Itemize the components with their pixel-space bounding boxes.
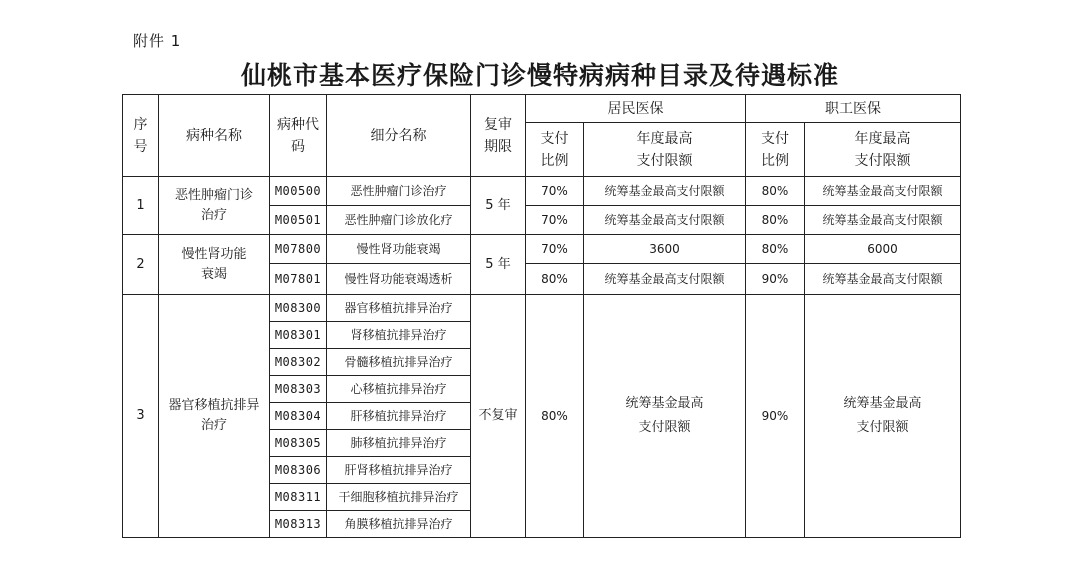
sub-name-cell: 肾移植抗排异治疗	[327, 322, 471, 349]
table-row	[123, 295, 961, 322]
header-resident: 居民医保	[526, 95, 746, 123]
resident-ratio-cell: 80%	[526, 295, 584, 538]
sub-name-cell: 器官移植抗排异治疗	[327, 295, 471, 322]
code-cell: M08305	[270, 430, 327, 457]
sub-name-cell: 恶性肿瘤门诊放化疗	[327, 206, 471, 235]
header-disease-code: 病种代 码	[270, 95, 327, 177]
sub-name-cell: 角膜移植抗排异治疗	[327, 511, 471, 538]
sub-name-cell: 肝移植抗排异治疗	[327, 403, 471, 430]
employee-ratio-cell: 80%	[746, 177, 805, 206]
header-employee: 职工医保	[746, 95, 961, 123]
review-cell: 5 年	[471, 177, 526, 235]
code-cell: M08304	[270, 403, 327, 430]
sub-name-cell: 慢性肾功能衰竭	[327, 235, 471, 264]
header-disease-name: 病种名称	[159, 95, 270, 177]
resident-limit-cell: 3600	[584, 235, 746, 264]
seq-cell: 3	[123, 295, 159, 538]
employee-ratio-cell: 80%	[746, 206, 805, 235]
review-cell: 不复审	[471, 295, 526, 538]
employee-ratio-cell: 90%	[746, 295, 805, 538]
resident-ratio-cell: 70%	[526, 235, 584, 264]
review-cell: 5 年	[471, 235, 526, 295]
attachment-label: 附件 1	[133, 32, 182, 50]
sub-name-cell: 慢性肾功能衰竭透析	[327, 264, 471, 295]
resident-ratio-cell: 80%	[526, 264, 584, 295]
code-cell: M08303	[270, 376, 327, 403]
code-cell: M00500	[270, 177, 327, 206]
code-cell: M07800	[270, 235, 327, 264]
header-review-period: 复审 期限	[471, 95, 526, 177]
resident-ratio-cell: 70%	[526, 206, 584, 235]
sub-name-cell: 骨髓移植抗排异治疗	[327, 349, 471, 376]
employee-limit-cell: 统筹基金最高 支付限额	[805, 295, 961, 538]
code-cell: M08313	[270, 511, 327, 538]
document-title: 仙桃市基本医疗保险门诊慢特病病种目录及待遇标准	[240, 61, 839, 90]
resident-limit-cell: 统筹基金最高支付限额	[584, 177, 746, 206]
resident-limit-cell: 统筹基金最高 支付限额	[584, 295, 746, 538]
code-cell: M08300	[270, 295, 327, 322]
sub-name-cell: 干细胞移植抗排异治疗	[327, 484, 471, 511]
sub-name-cell: 肺移植抗排异治疗	[327, 430, 471, 457]
code-cell: M08306	[270, 457, 327, 484]
sub-name-cell: 肝肾移植抗排异治疗	[327, 457, 471, 484]
code-cell: M08301	[270, 322, 327, 349]
header-sub-name: 细分名称	[327, 95, 471, 177]
disease-name-cell: 慢性肾功能 衰竭	[159, 235, 270, 295]
resident-limit-cell: 统筹基金最高支付限额	[584, 206, 746, 235]
disease-name-cell: 器官移植抗排异 治疗	[159, 295, 270, 538]
sub-name-cell: 恶性肿瘤门诊治疗	[327, 177, 471, 206]
resident-ratio-cell: 70%	[526, 177, 584, 206]
sub-name-cell: 心移植抗排异治疗	[327, 376, 471, 403]
resident-limit-cell: 统筹基金最高支付限额	[584, 264, 746, 295]
seq-cell: 1	[123, 177, 159, 235]
code-cell: M08302	[270, 349, 327, 376]
code-cell: M07801	[270, 264, 327, 295]
header-employee-limit: 年度最高 支付限额	[805, 123, 961, 177]
table-row	[123, 235, 961, 264]
employee-ratio-cell: 80%	[746, 235, 805, 264]
employee-limit-cell: 统筹基金最高支付限额	[805, 264, 961, 295]
employee-ratio-cell: 90%	[746, 264, 805, 295]
disease-table	[122, 94, 961, 538]
employee-limit-cell: 统筹基金最高支付限额	[805, 206, 961, 235]
table-row	[123, 177, 961, 206]
header-employee-ratio: 支付 比例	[746, 123, 805, 177]
code-cell: M00501	[270, 206, 327, 235]
disease-name-cell: 恶性肿瘤门诊 治疗	[159, 177, 270, 235]
seq-cell: 2	[123, 235, 159, 295]
header-resident-limit: 年度最高 支付限额	[584, 123, 746, 177]
header-resident-ratio: 支付 比例	[526, 123, 584, 177]
header-seq: 序 号	[123, 95, 159, 177]
employee-limit-cell: 统筹基金最高支付限额	[805, 177, 961, 206]
employee-limit-cell: 6000	[805, 235, 961, 264]
code-cell: M08311	[270, 484, 327, 511]
